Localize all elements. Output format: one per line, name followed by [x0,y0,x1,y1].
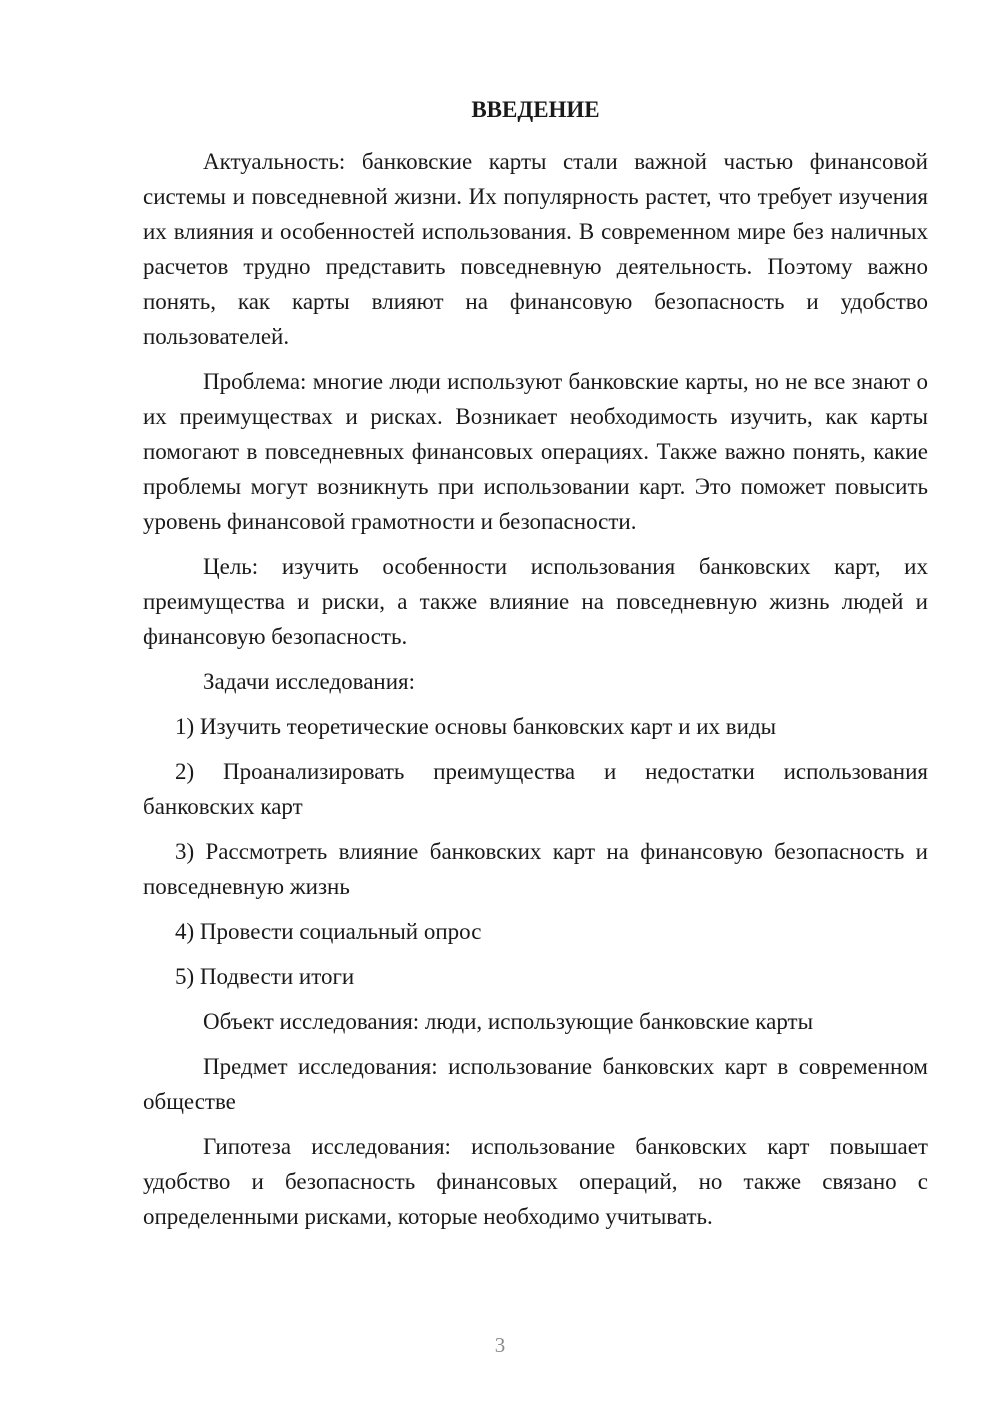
task-item-2: 2) Проанализировать преимущества и недостатки использования банковских карт [143,759,928,819]
tasks-heading: Задачи исследования: [203,669,416,694]
paragraph-problem: Проблема: многие люди используют банковские карты, но не все знают о их преимуществах и рисках. Возникает необходимость изучить, как карты помогают в повседневных финансовых операциях. Также важно понять, какие проблемы могут возникнуть при использовании карт. Это поможет повысить уровень финансовой грамотности и безопасности. [143,369,928,534]
paragraph-relevance: Актуальность: банковские карты стали важной частью финансовой системы и повседневной жизни. Их популярность растет, что требует изучения их влияния и особенностей использования. В современном мире без наличных расчетов трудно представить повседневную деятельность. Поэтому важно понять, как карты влияют на финансовую безопасность и удобство пользователей. [143,149,928,349]
paragraph-object: Объект исследования: люди, использующие банковские карты [203,1009,814,1034]
task-item-1: 1) Изучить теоретические основы банковских карт и их виды [175,714,777,739]
document-body [143,92,928,1244]
task-item-3: 3) Рассмотреть влияние банковских карт на финансовую безопасность и повседневную жизнь [143,839,928,899]
page-number: 3 [494,1333,506,1357]
paragraph-hypothesis: Гипотеза исследования: использование банковских карт повышает удобство и безопасность финансовых операций, но также связано с определенными рисками, которые необходимо учитывать. [143,1134,928,1229]
task-item-5: 5) Подвести итоги [175,964,355,989]
task-item-4: 4) Провести социальный опрос [175,919,482,944]
paragraph-goal: Цель: изучить особенности использования банковских карт, их преимущества и риски, а также влияние на повседневную жизнь людей и финансовую безопасность. [143,554,928,649]
paragraph-subject: Предмет исследования: использование банковских карт в современном обществе [143,1054,928,1114]
page-title: ВВЕДЕНИЕ [471,97,600,122]
